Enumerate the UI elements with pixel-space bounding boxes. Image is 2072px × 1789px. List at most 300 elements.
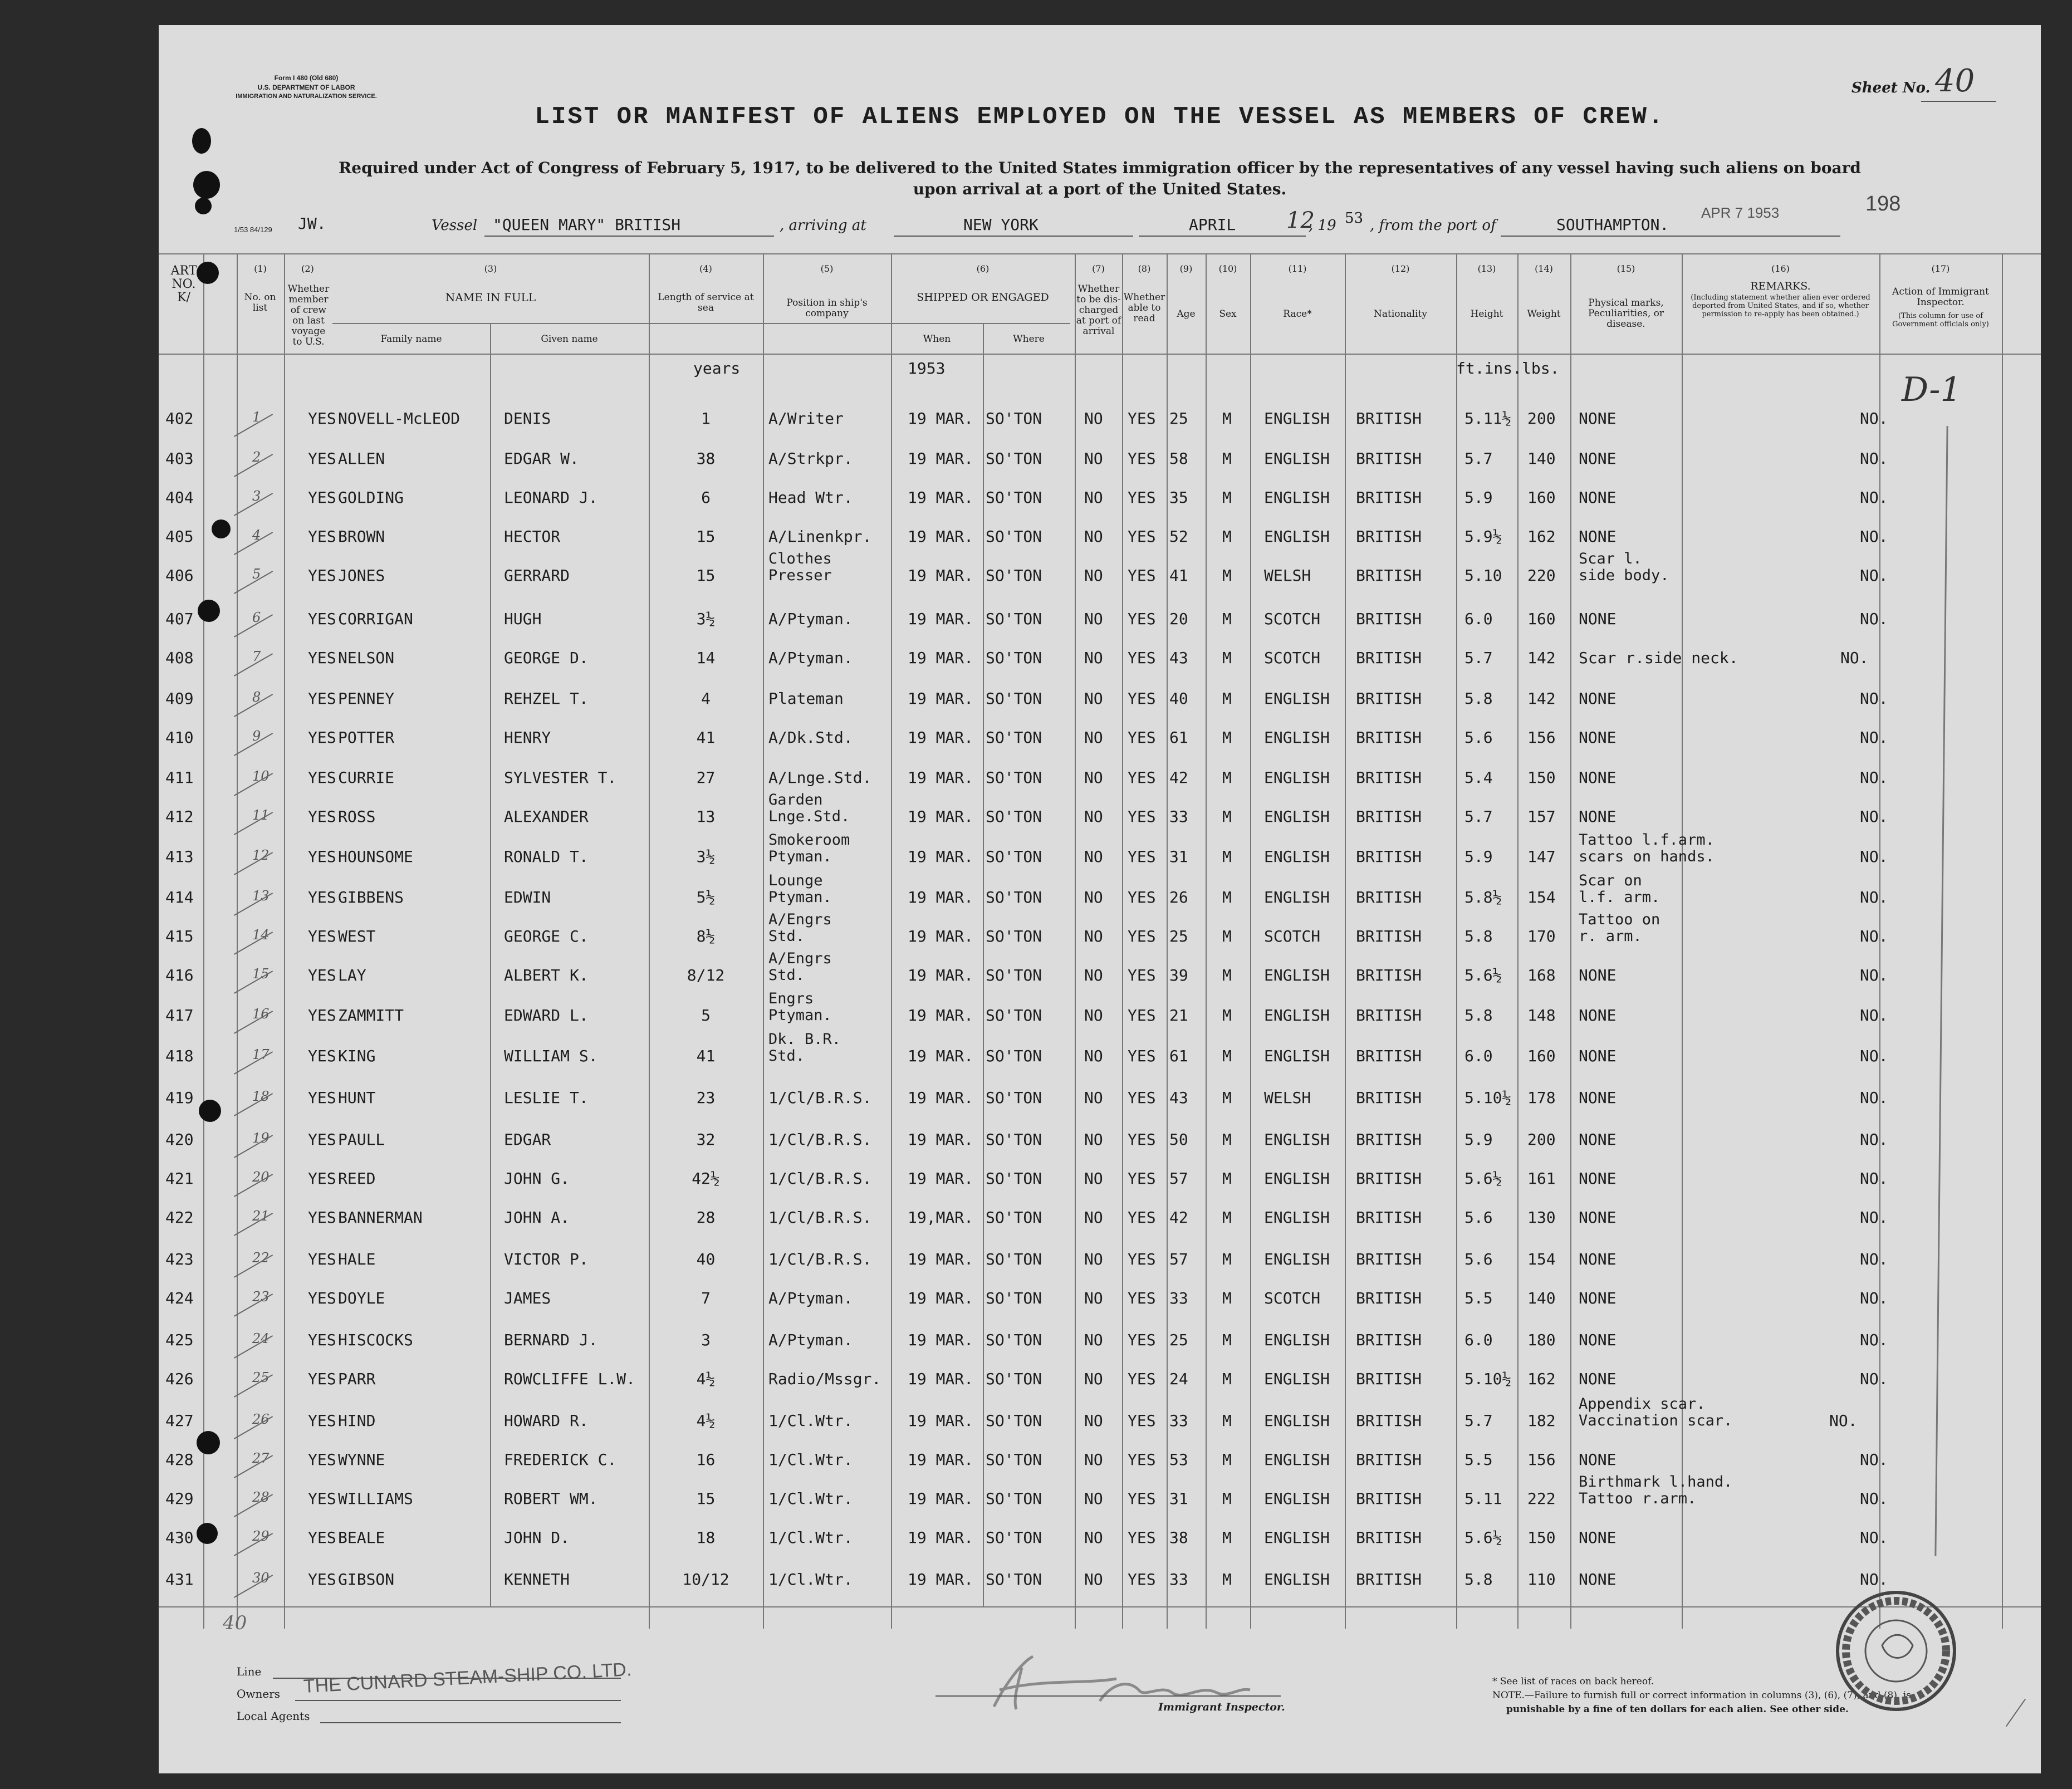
cell-race: ENGLISH — [1264, 728, 1330, 747]
cell-position: Engrs Ptyman. — [768, 990, 832, 1024]
cell-position: A/Ptyman. — [768, 649, 853, 667]
cell-nat: BRITISH — [1356, 1570, 1422, 1589]
cell-family: HIND — [338, 1411, 376, 1430]
cell-nat: BRITISH — [1356, 1006, 1422, 1025]
cell-where: SO'TON — [986, 449, 1042, 468]
cell-when: 19 MAR. — [908, 1450, 974, 1469]
cell-family: REED — [338, 1169, 376, 1188]
cell-given: JOHN A. — [504, 1208, 570, 1227]
header-where: Where — [1013, 334, 1045, 345]
cell-position: A/Lnge.Std. — [768, 768, 872, 787]
cell-given: JOHN G. — [504, 1169, 570, 1188]
cell-no: 7 — [252, 649, 261, 664]
blot-1 — [192, 128, 211, 154]
cell-service: 8½ — [696, 927, 716, 945]
cell-no: 9 — [252, 728, 261, 744]
cell-art: 408 — [165, 649, 194, 667]
cell-art: 428 — [165, 1450, 194, 1469]
cell-when: 19 MAR. — [908, 1006, 974, 1025]
cell-yes: YES — [308, 966, 336, 984]
col-num-14: (14) — [1535, 263, 1553, 274]
header-able-read: Whether able to read — [1123, 292, 1165, 324]
cell-no: 30 — [252, 1570, 270, 1586]
cell-given: WILLIAM S. — [504, 1047, 598, 1065]
cell-nat: BRITISH — [1356, 1250, 1422, 1268]
cell-yes: YES — [308, 1370, 336, 1388]
cell-read: YES — [1128, 1130, 1156, 1149]
cell-age: 39 — [1169, 966, 1188, 984]
cell-family: NELSON — [338, 649, 395, 667]
cell-weight: 147 — [1527, 847, 1556, 866]
cell-no: 27 — [252, 1450, 270, 1466]
header-remarks: REMARKS. — [1750, 280, 1811, 292]
cell-service: 41 — [696, 728, 716, 747]
cell-marks: NONE — [1579, 449, 1617, 468]
cell-age: 57 — [1169, 1169, 1188, 1188]
cell-when: 19 MAR. — [908, 1370, 974, 1388]
cell-when: 19 MAR. — [908, 1570, 974, 1589]
cell-age: 33 — [1169, 807, 1188, 826]
cell-no: 6 — [252, 610, 261, 625]
cell-service: 1 — [701, 409, 711, 428]
cell-service: 7 — [701, 1289, 711, 1307]
cell-family: WYNNE — [338, 1450, 385, 1469]
cell-weight: 150 — [1527, 1528, 1556, 1547]
cell-height: 6.0 — [1464, 1047, 1493, 1065]
cell-when: 19 MAR. — [908, 1528, 974, 1547]
cell-age: 25 — [1169, 1331, 1188, 1349]
cell-age: 42 — [1169, 1208, 1188, 1227]
cell-height: 5.7 — [1464, 449, 1493, 468]
cell-given: LESLIE T. — [504, 1089, 589, 1107]
cell-art: 402 — [165, 409, 194, 428]
cell-read: YES — [1128, 847, 1156, 866]
cell-dis: NO — [1084, 966, 1103, 984]
cell-position: Garden Lnge.Std. — [768, 791, 850, 825]
cell-service: 41 — [696, 1047, 716, 1065]
blot-3 — [195, 198, 212, 214]
cell-family: CORRIGAN — [338, 610, 413, 628]
cell-yes: YES — [308, 409, 336, 428]
cell-where: SO'TON — [986, 649, 1042, 667]
cell-remarks: NO. — [1860, 566, 1888, 585]
cell-height: 5.6 — [1464, 728, 1493, 747]
cell-dis: NO — [1084, 1528, 1103, 1547]
cell-sex: M — [1222, 1250, 1232, 1268]
cell-sex: M — [1222, 409, 1232, 428]
cell-service: 3 — [701, 1331, 711, 1349]
cell-height: 5.9½ — [1464, 527, 1502, 546]
cell-remarks: NO. — [1860, 768, 1888, 787]
cell-marks: NONE — [1579, 527, 1617, 546]
cell-given: SYLVESTER T. — [504, 768, 617, 787]
blot-9 — [197, 1523, 218, 1544]
from-label: , from the port of — [1370, 217, 1496, 234]
cell-no: 29 — [252, 1528, 270, 1544]
footer-note-1: * See list of races on back hereof. — [1492, 1676, 1654, 1687]
cell-yes: YES — [308, 807, 336, 826]
cell-sex: M — [1222, 1570, 1232, 1589]
cell-service: 4 — [701, 689, 711, 708]
arrival-month: APRIL — [1189, 215, 1236, 234]
cell-age: 43 — [1169, 1089, 1188, 1107]
cell-dis: NO — [1084, 1411, 1103, 1430]
cell-service: 3½ — [696, 847, 716, 866]
cell-service: 14 — [696, 649, 716, 667]
cell-read: YES — [1128, 527, 1156, 546]
cell-weight: 170 — [1527, 927, 1556, 945]
cell-service: 10/12 — [682, 1570, 729, 1589]
cell-art: 404 — [165, 488, 194, 507]
cell-where: SO'TON — [986, 1489, 1042, 1508]
cell-yes: YES — [308, 728, 336, 747]
cell-age: 52 — [1169, 527, 1188, 546]
cell-service: 18 — [696, 1528, 716, 1547]
cell-nat: BRITISH — [1356, 610, 1422, 628]
cell-height: 5.10½ — [1464, 1089, 1512, 1107]
cell-position: 1/Cl/B.R.S. — [768, 1208, 872, 1227]
cell-age: 61 — [1169, 728, 1188, 747]
cell-remarks: NO. — [1860, 1528, 1888, 1547]
cell-service: 5½ — [696, 888, 716, 906]
cell-when: 19 MAR. — [908, 610, 974, 628]
cell-remarks: NO. — [1860, 1331, 1888, 1349]
cell-sex: M — [1222, 1208, 1232, 1227]
cell-weight: 160 — [1527, 610, 1556, 628]
cell-height: 5.6½ — [1464, 966, 1502, 984]
cell-given: GERRARD — [504, 566, 570, 585]
header-shipped: SHIPPED OR ENGAGED — [917, 291, 1049, 303]
cell-position: Plateman — [768, 689, 844, 708]
cell-art: 406 — [165, 566, 194, 585]
cell-dis: NO — [1084, 409, 1103, 428]
cell-weight: 178 — [1527, 1089, 1556, 1107]
cell-when: 19 MAR. — [908, 1331, 974, 1349]
header-height: Height — [1470, 308, 1503, 320]
cell-dis: NO — [1084, 1130, 1103, 1149]
cell-marks: Appendix scar. Vaccination scar. — [1579, 1395, 1733, 1429]
cell-position: A/Writer — [768, 409, 844, 428]
cell-yes: YES — [308, 649, 336, 667]
cell-no: 25 — [252, 1370, 270, 1385]
cell-read: YES — [1128, 409, 1156, 428]
cell-sex: M — [1222, 807, 1232, 826]
cell-no: 13 — [252, 888, 270, 904]
official-seal — [1829, 1584, 1963, 1718]
cell-yes: YES — [308, 1450, 336, 1469]
cell-no: 23 — [252, 1289, 270, 1305]
cell-remarks: NO. — [1860, 888, 1888, 906]
cell-height: 5.4 — [1464, 768, 1493, 787]
cell-height: 5.11½ — [1464, 409, 1512, 428]
cell-remarks: NO. — [1860, 847, 1888, 866]
cell-sex: M — [1222, 927, 1232, 945]
cell-age: 31 — [1169, 847, 1188, 866]
cell-race: ENGLISH — [1264, 1006, 1330, 1025]
cell-position: A/Strkpr. — [768, 449, 853, 468]
cell-art: 414 — [165, 888, 194, 906]
cell-family: HOUNSOME — [338, 847, 413, 866]
cell-where: SO'TON — [986, 1528, 1042, 1547]
cell-dis: NO — [1084, 1208, 1103, 1227]
cell-read: YES — [1128, 1528, 1156, 1547]
cell-sex: M — [1222, 1489, 1232, 1508]
cell-yes: YES — [308, 1289, 336, 1307]
cell-where: SO'TON — [986, 1208, 1042, 1227]
col-num-5: (5) — [820, 263, 834, 274]
cell-yes: YES — [308, 927, 336, 945]
cell-yes: YES — [308, 1089, 336, 1107]
inspector-strike-line — [1934, 426, 1951, 1556]
cell-race: ENGLISH — [1264, 768, 1330, 787]
cell-height: 5.11 — [1464, 1489, 1502, 1508]
cell-when: 19 MAR. — [908, 1047, 974, 1065]
cell-where: SO'TON — [986, 1570, 1042, 1589]
cell-no: 3 — [252, 488, 261, 504]
cell-nat: BRITISH — [1356, 1528, 1422, 1547]
cell-read: YES — [1128, 1169, 1156, 1188]
cell-given: EDGAR — [504, 1130, 551, 1149]
cell-given: RONALD T. — [504, 847, 589, 866]
cell-position: 1/Cl.Wtr. — [768, 1450, 853, 1469]
cell-service: 15 — [696, 566, 716, 585]
col-num-12: (12) — [1391, 263, 1410, 274]
cell-marks: NONE — [1579, 1047, 1617, 1065]
cell-where: SO'TON — [986, 1089, 1042, 1107]
cell-height: 5.7 — [1464, 1411, 1493, 1430]
cell-where: SO'TON — [986, 807, 1042, 826]
cell-family: ZAMMITT — [338, 1006, 404, 1025]
header-position: Position in ship's company — [786, 297, 868, 319]
cell-no: 19 — [252, 1130, 270, 1146]
cell-remarks: NO. — [1860, 966, 1888, 984]
cell-family: NOVELL-McLEOD — [338, 409, 461, 428]
cell-remarks: NO. — [1860, 1570, 1888, 1589]
form-service: IMMIGRATION AND NATURALIZATION SERVICE. — [236, 93, 377, 100]
cell-nat: BRITISH — [1356, 847, 1422, 866]
cell-race: ENGLISH — [1264, 488, 1330, 507]
cell-nat: BRITISH — [1356, 689, 1422, 708]
cell-nat: BRITISH — [1356, 1169, 1422, 1188]
cell-sex: M — [1222, 1370, 1232, 1388]
cell-race: ENGLISH — [1264, 966, 1330, 984]
col-num-11: (11) — [1288, 263, 1307, 274]
cell-nat: BRITISH — [1356, 488, 1422, 507]
cell-marks: NONE — [1579, 1331, 1617, 1349]
cell-dis: NO — [1084, 807, 1103, 826]
cell-weight: 168 — [1527, 966, 1556, 984]
cell-nat: BRITISH — [1356, 1047, 1422, 1065]
cell-given: JAMES — [504, 1289, 551, 1307]
cell-nat: BRITISH — [1356, 566, 1422, 585]
cell-nat: BRITISH — [1356, 1208, 1422, 1227]
cell-family: KING — [338, 1047, 376, 1065]
cell-read: YES — [1128, 449, 1156, 468]
cell-family: WILLIAMS — [338, 1489, 413, 1508]
vessel-label: Vessel — [432, 217, 478, 234]
cell-age: 58 — [1169, 449, 1188, 468]
cell-sex: M — [1222, 488, 1232, 507]
cell-art: 423 — [165, 1250, 194, 1268]
cell-dis: NO — [1084, 1169, 1103, 1188]
cell-age: 35 — [1169, 488, 1188, 507]
cell-remarks: NO. — [1860, 1089, 1888, 1107]
cell-when: 19 MAR. — [908, 689, 974, 708]
cell-family: ROSS — [338, 807, 376, 826]
cell-yes: YES — [308, 1130, 336, 1149]
cell-no: 11 — [252, 807, 270, 823]
cell-yes: YES — [308, 610, 336, 628]
cell-race: ENGLISH — [1264, 1370, 1330, 1388]
cell-dis: NO — [1084, 1089, 1103, 1107]
cell-height: 5.7 — [1464, 807, 1493, 826]
cell-art: 412 — [165, 807, 194, 826]
cell-position: 1/Cl.Wtr. — [768, 1570, 853, 1589]
col-num-10: (10) — [1218, 263, 1237, 274]
cell-race: ENGLISH — [1264, 847, 1330, 866]
cell-dis: NO — [1084, 1006, 1103, 1025]
header-name-in-full: NAME IN FULL — [445, 291, 536, 304]
cell-dis: NO — [1084, 927, 1103, 945]
cell-family: BEALE — [338, 1528, 385, 1547]
cell-position: 1/Cl.Wtr. — [768, 1528, 853, 1547]
cell-nat: BRITISH — [1356, 649, 1422, 667]
cell-race: ENGLISH — [1264, 1411, 1330, 1430]
cell-weight: 160 — [1527, 488, 1556, 507]
cell-height: 5.5 — [1464, 1450, 1493, 1469]
cell-where: SO'TON — [986, 927, 1042, 945]
cell-height: 5.9 — [1464, 847, 1493, 866]
cell-given: HECTOR — [504, 527, 561, 546]
cell-art: 413 — [165, 847, 194, 866]
cell-nat: BRITISH — [1356, 888, 1422, 906]
header-sex: Sex — [1219, 308, 1237, 320]
cell-service: 5 — [701, 1006, 711, 1025]
cell-age: 41 — [1169, 566, 1188, 585]
cell-sex: M — [1222, 449, 1232, 468]
cell-position: A/Dk.Std. — [768, 728, 853, 747]
cell-race: ENGLISH — [1264, 1169, 1330, 1188]
cell-remarks: NO. — [1860, 610, 1888, 628]
cell-race: ENGLISH — [1264, 449, 1330, 468]
cell-sex: M — [1222, 728, 1232, 747]
subtitle-line-1: Required under Act of Congress of February 5, 1917, to be delivered to the United States immigration officer by the representatives of any vessel having such aliens on board — [339, 159, 1861, 177]
cell-when: 19 MAR. — [908, 1489, 974, 1508]
cell-where: SO'TON — [986, 1331, 1042, 1349]
inspector-mark: D-1 — [1902, 370, 1962, 409]
cell-weight: 148 — [1527, 1006, 1556, 1025]
cell-race: ENGLISH — [1264, 1208, 1330, 1227]
cell-nat: BRITISH — [1356, 1289, 1422, 1307]
cell-age: 20 — [1169, 610, 1188, 628]
cell-race: ENGLISH — [1264, 409, 1330, 428]
cell-no: 15 — [252, 966, 270, 982]
cell-read: YES — [1128, 888, 1156, 906]
cell-where: SO'TON — [986, 488, 1042, 507]
cell-nat: BRITISH — [1356, 409, 1422, 428]
cell-given: HOWARD R. — [504, 1411, 589, 1430]
cell-art: 426 — [165, 1370, 194, 1388]
cell-sex: M — [1222, 1450, 1232, 1469]
owners-stamp: THE CUNARD STEAM-SHIP CO. LTD. — [302, 1659, 633, 1697]
cell-service: 3½ — [696, 610, 716, 628]
cell-when: 19 MAR. — [908, 927, 974, 945]
cell-sex: M — [1222, 527, 1232, 546]
cell-height: 5.6½ — [1464, 1169, 1502, 1188]
cell-service: 16 — [696, 1450, 716, 1469]
cell-marks: Scar r.side neck. — [1579, 649, 1738, 667]
header-crew-last-voyage: Whether member of crew on last voyage to U.S. — [287, 283, 330, 347]
cell-race: SCOTCH — [1264, 610, 1321, 628]
cell-family: ALLEN — [338, 449, 385, 468]
cell-service: 4½ — [696, 1370, 716, 1388]
cell-nat: BRITISH — [1356, 1331, 1422, 1349]
cell-where: SO'TON — [986, 1450, 1042, 1469]
cell-remarks: NO. — [1860, 1006, 1888, 1025]
cell-nat: BRITISH — [1356, 1450, 1422, 1469]
cell-where: SO'TON — [986, 1250, 1042, 1268]
cell-service: 15 — [696, 527, 716, 546]
cell-age: 43 — [1169, 649, 1188, 667]
cell-art: 425 — [165, 1331, 194, 1349]
cell-when: 19 MAR. — [908, 966, 974, 984]
cell-nat: BRITISH — [1356, 1411, 1422, 1430]
year-prefix: , 19 — [1309, 217, 1336, 234]
cell-age: 25 — [1169, 409, 1188, 428]
cell-service: 42½ — [692, 1169, 720, 1188]
cell-family: HUNT — [338, 1089, 376, 1107]
cell-weight: 110 — [1527, 1570, 1556, 1589]
cell-age: 61 — [1169, 1047, 1188, 1065]
cell-position: A/Linenkpr. — [768, 527, 872, 546]
page-title: LIST OR MANIFEST OF ALIENS EMPLOYED ON THE VESSEL AS MEMBERS OF CREW. — [535, 103, 1665, 131]
cell-race: ENGLISH — [1264, 1570, 1330, 1589]
cell-no: 8 — [252, 689, 261, 705]
cell-given: FREDERICK C. — [504, 1450, 617, 1469]
cell-marks: NONE — [1579, 689, 1617, 708]
cell-art: 410 — [165, 728, 194, 747]
cell-remarks: NO. — [1860, 927, 1888, 945]
cell-age: 31 — [1169, 1489, 1188, 1508]
initials: JW. — [298, 214, 326, 233]
cell-family: GIBBENS — [338, 888, 404, 906]
cell-age: 24 — [1169, 1370, 1188, 1388]
cell-race: ENGLISH — [1264, 527, 1330, 546]
cell-sex: M — [1222, 768, 1232, 787]
cell-weight: 130 — [1527, 1208, 1556, 1227]
cell-marks: NONE — [1579, 1089, 1617, 1107]
cell-dis: NO — [1084, 1331, 1103, 1349]
cell-race: ENGLISH — [1264, 1528, 1330, 1547]
cell-dis: NO — [1084, 847, 1103, 866]
cell-yes: YES — [308, 1047, 336, 1065]
cell-age: 21 — [1169, 1006, 1188, 1025]
cell-where: SO'TON — [986, 768, 1042, 787]
cell-when: 19 MAR. — [908, 1411, 974, 1430]
blot-7 — [199, 1100, 221, 1122]
cell-no: 17 — [252, 1047, 270, 1062]
cell-sex: M — [1222, 1528, 1232, 1547]
cell-weight: 162 — [1527, 527, 1556, 546]
cell-dis: NO — [1084, 488, 1103, 507]
cell-no: 2 — [252, 449, 261, 465]
cell-when: 19 MAR. — [908, 449, 974, 468]
cell-yes: YES — [308, 888, 336, 906]
cell-family: GOLDING — [338, 488, 404, 507]
cell-service: 13 — [696, 807, 716, 826]
cell-when: 19 MAR. — [908, 649, 974, 667]
cell-dis: NO — [1084, 1570, 1103, 1589]
